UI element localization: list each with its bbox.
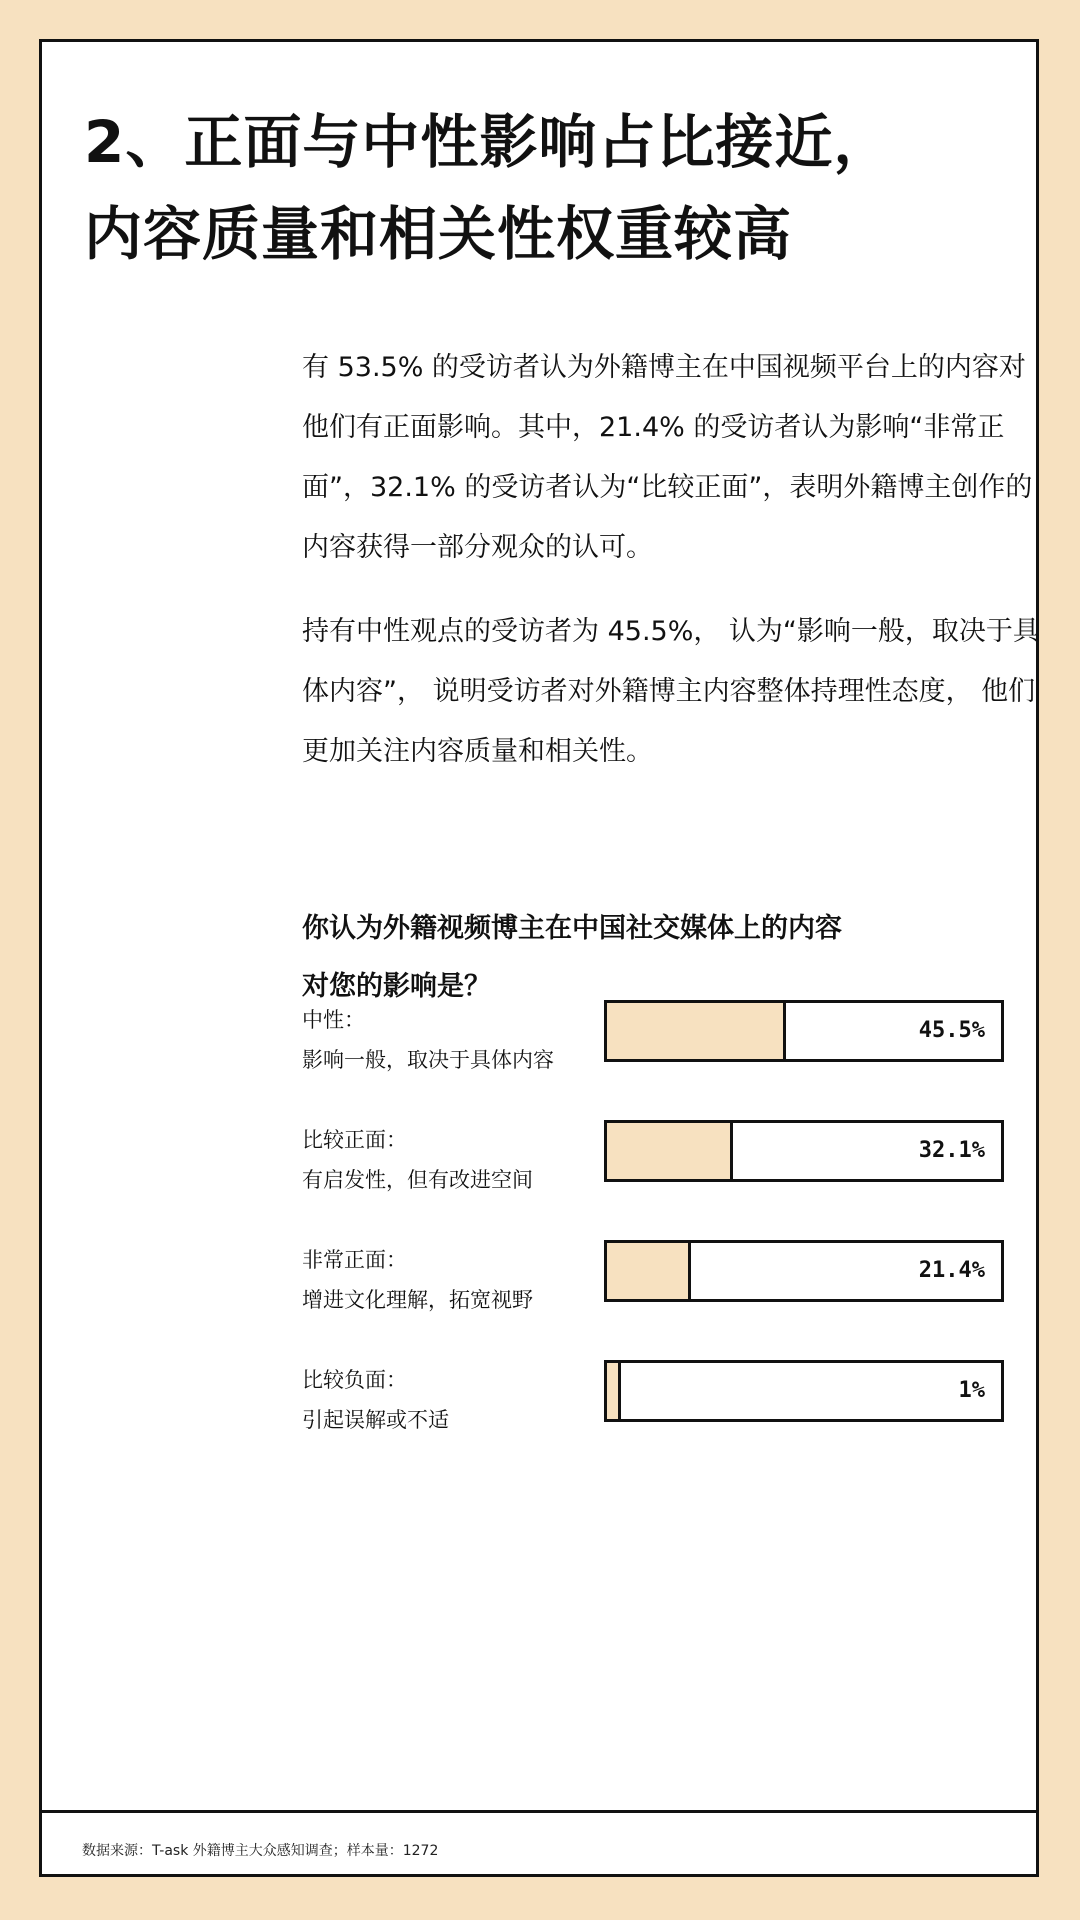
bar-category-label <box>302 1240 602 1320</box>
chart-title-line-2: 对您的影响是？ <box>302 971 491 1002</box>
bar-track <box>604 1360 1004 1422</box>
bar-value-label: 1% <box>958 1378 985 1403</box>
bar <box>607 1243 691 1299</box>
bar-value-label: 21.4% <box>918 1258 985 1283</box>
bar-track <box>604 1240 1004 1302</box>
category-name: 比较负面： <box>302 1368 407 1392</box>
chart-title-line-1: 你认为外籍视频博主在中国社交媒体上的内容 <box>302 913 842 944</box>
chart-title <box>302 900 1002 1016</box>
content-card <box>39 39 1039 1877</box>
body-text <box>302 338 1047 806</box>
page-title <box>84 96 984 280</box>
category-description: 增进文化理解，拓宽视野 <box>302 1288 533 1312</box>
title-line-2: 内容质量和相关性权重较高 <box>84 200 793 268</box>
bar <box>607 1123 733 1179</box>
category-name: 非常正面： <box>302 1248 407 1272</box>
bar-track <box>604 1000 1004 1062</box>
paragraph-2: 持有中性观点的受访者为 45.5%， 认为“影响一般，取决于具体内容”， 说明受访者对外籍博主内容整体持理性态度， 他们更加关注内容质量和相关性。 <box>302 616 1040 767</box>
category-name: 中性： <box>302 1008 365 1032</box>
category-description: 影响一般，取决于具体内容 <box>302 1048 554 1072</box>
bar-track <box>604 1120 1004 1182</box>
bar-row <box>302 1360 1032 1432</box>
bar-value-label: 45.5% <box>918 1018 985 1043</box>
bar-row <box>302 1000 1032 1072</box>
bar-value-label: 32.1% <box>918 1138 985 1163</box>
title-line-1: 2、正面与中性影响占比接近， <box>84 108 893 176</box>
bar-category-label <box>302 1360 602 1440</box>
bar-category-label <box>302 1120 602 1200</box>
bar-category-label <box>302 1000 602 1080</box>
category-name: 比较正面： <box>302 1128 407 1152</box>
paragraph-1: 有 53.5% 的受访者认为外籍博主在中国视频平台上的内容对他们有正面影响。其中，21.4% 的受访者认为影响“非常正面”，32.1% 的受访者认为“比较正面”，表明外籍博主创作的内容获得一部分观众的认可。 <box>302 352 1033 563</box>
bar <box>607 1003 786 1059</box>
footer-divider <box>42 1810 1036 1813</box>
bar-row <box>302 1240 1032 1312</box>
bar <box>607 1363 621 1419</box>
category-description: 有启发性，但有改进空间 <box>302 1168 533 1192</box>
bar-row <box>302 1120 1032 1192</box>
category-description: 引起误解或不适 <box>302 1408 449 1432</box>
data-source-note: 数据来源：T-ask 外籍博主大众感知调查；样本量：1272 <box>82 1843 439 1859</box>
